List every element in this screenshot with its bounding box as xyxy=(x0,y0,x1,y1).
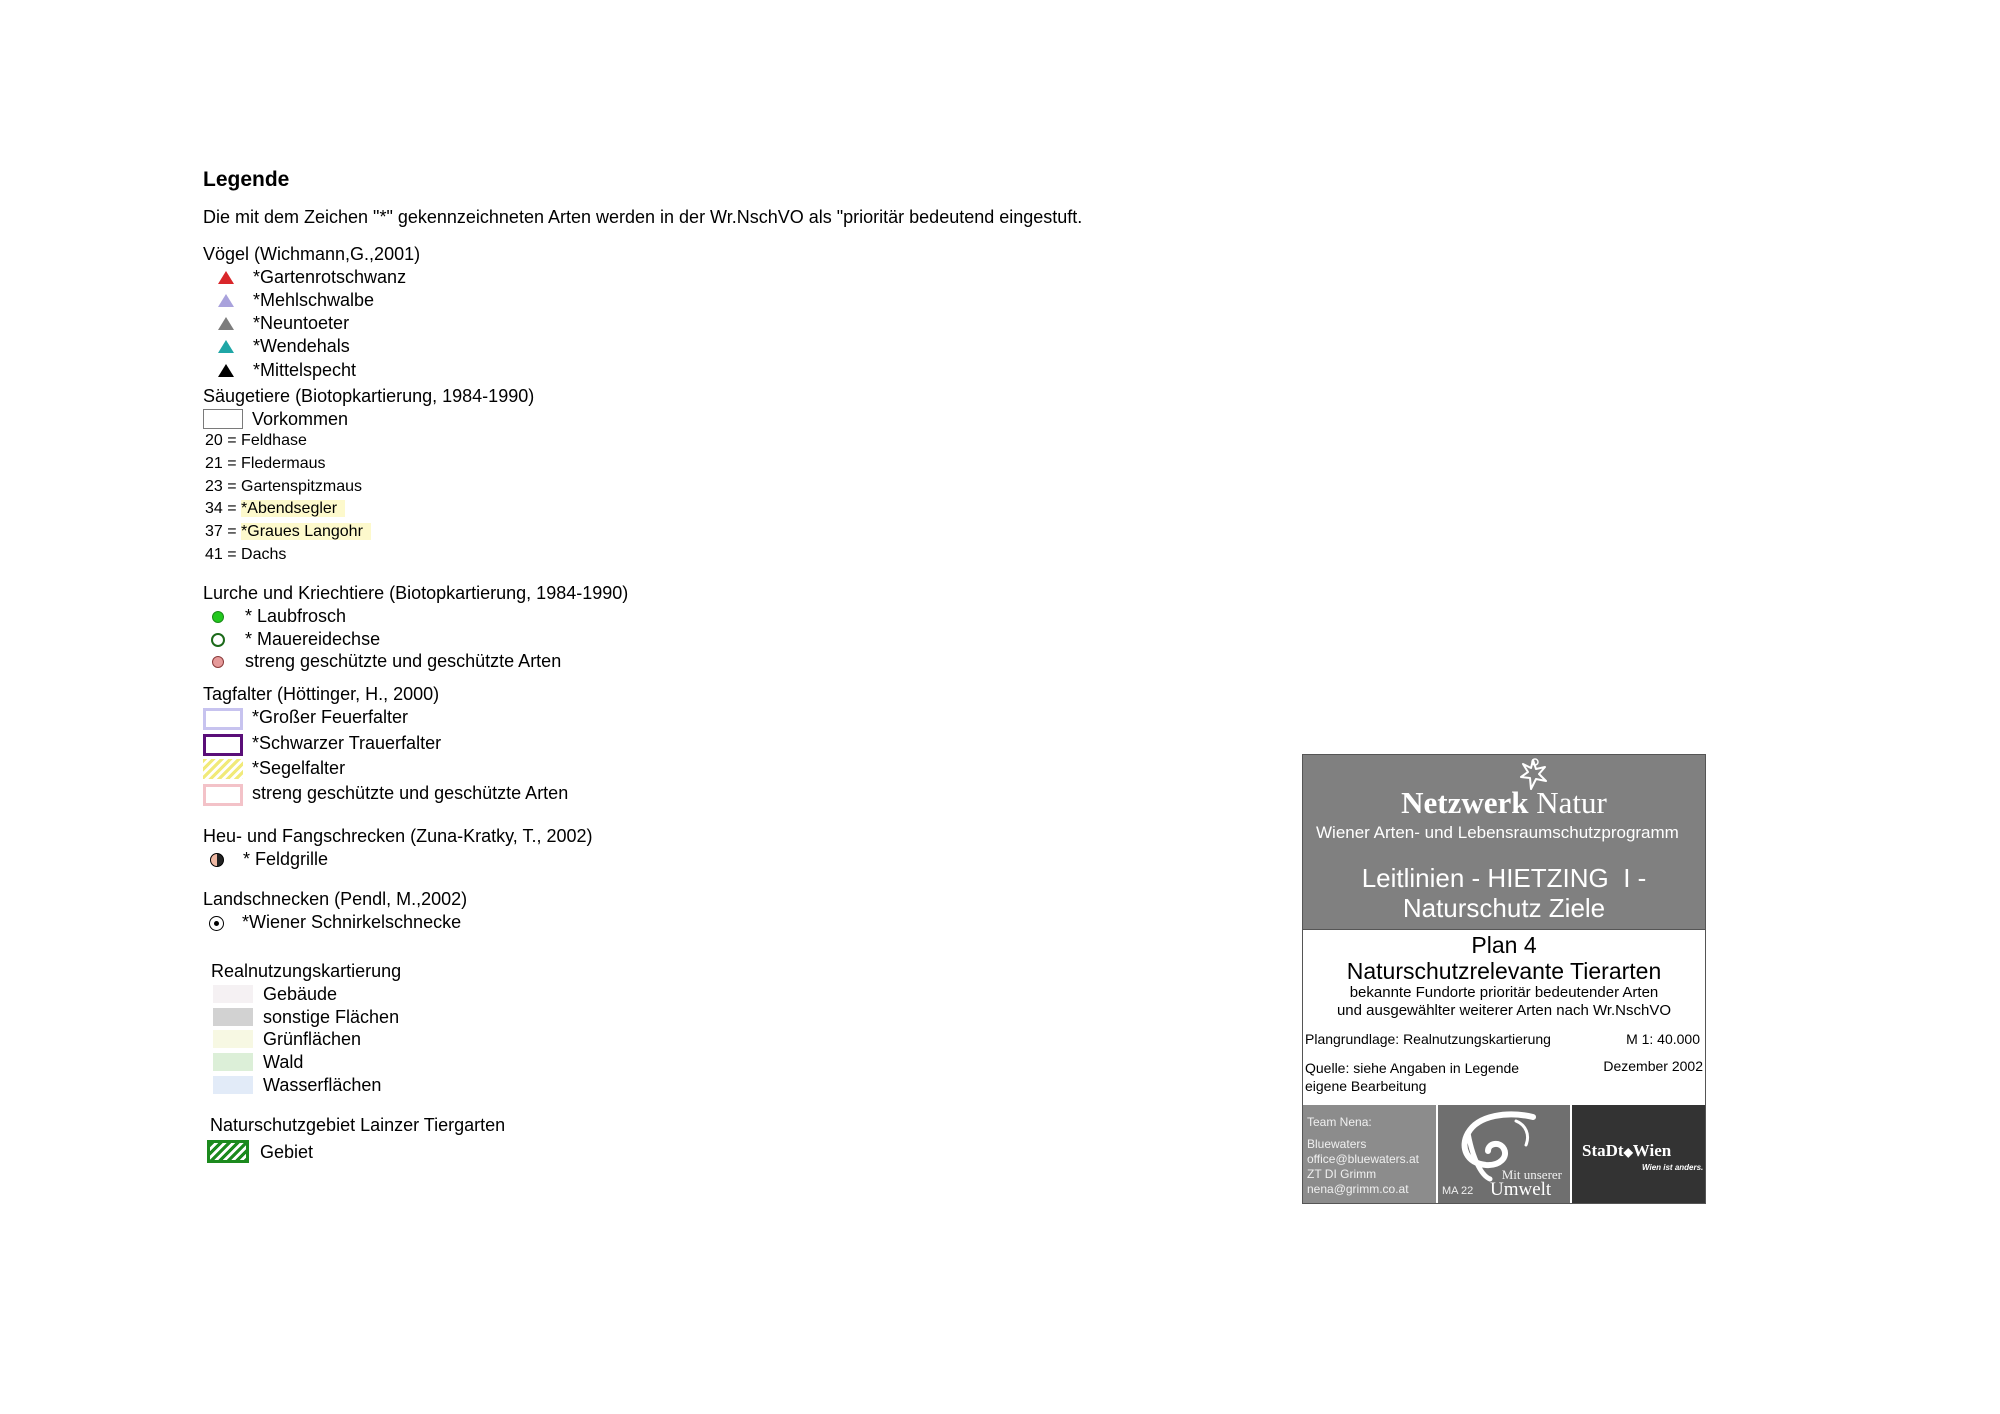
realnutzung-label: Grünflächen xyxy=(263,1029,362,1049)
code: 34 = xyxy=(205,500,237,517)
title-block xyxy=(1302,754,1706,1204)
outline-rect-icon xyxy=(203,784,243,806)
hatched-rect-icon xyxy=(203,759,243,779)
shield-icon: ◆ xyxy=(1623,1145,1633,1159)
occurrence-swatch xyxy=(203,409,243,429)
lurche-title: Lurche und Kriechtiere (Biotopkartierung, 1984-1990) xyxy=(203,583,629,603)
guideline-line2: Naturschutz Ziele xyxy=(1402,893,1606,923)
landschnecken-label: *Wiener Schnirkelschnecke xyxy=(242,912,462,932)
team-email: nena@grimm.co.at xyxy=(1307,1182,1409,1196)
circle-icon xyxy=(212,611,224,623)
code: 41 = xyxy=(205,546,237,563)
legend xyxy=(203,0,1303,1200)
triangle-icon xyxy=(218,294,234,307)
plan-date: Dezember 2002 xyxy=(1603,1058,1703,1074)
half-circle-icon xyxy=(210,853,224,867)
voegel-label: *Mehlschwalbe xyxy=(253,290,375,310)
land-use-swatch xyxy=(213,1008,253,1026)
plan-subtitle-1: bekannte Fundorte prioritär bedeutender Arten xyxy=(1349,984,1659,1001)
naturschutzgebiet-title: Naturschutzgebiet Lainzer Tiergarten xyxy=(210,1115,506,1135)
ma22-prefix: MA 22 xyxy=(1442,1185,1474,1197)
realnutzung-label: Wasserflächen xyxy=(263,1075,382,1095)
brand-light: Natur xyxy=(1536,785,1607,820)
team-info xyxy=(1303,1105,1436,1203)
triangle-icon xyxy=(218,340,234,353)
occurrence-label: Vorkommen xyxy=(252,409,349,429)
code: 20 = xyxy=(205,432,237,449)
wien-slogan: Wien ist anders. xyxy=(1642,1163,1704,1172)
realnutzung-label: Gebäude xyxy=(263,984,338,1004)
wien-text: Wien xyxy=(1632,1141,1672,1160)
species-name: Dachs xyxy=(241,546,287,563)
naturschutzgebiet-label: Gebiet xyxy=(260,1142,314,1162)
guideline-line1: Leitlinien - HIETZING I - xyxy=(1361,863,1647,893)
heuschrecken-title: Heu- und Fangschrecken (Zuna-Kratky, T., 2002) xyxy=(203,826,593,846)
species-name: *Abendsegler xyxy=(241,500,345,517)
plan-basis: Plangrundlage: Realnutzungskartierung xyxy=(1305,1031,1551,1047)
ma22-slogan: Mit unserer xyxy=(1501,1167,1562,1182)
stadt-text: StaDt xyxy=(1582,1141,1624,1160)
ma22-word: Umwelt xyxy=(1490,1179,1552,1200)
brand-bold: Netzwerk xyxy=(1401,785,1529,820)
heuschrecken-label: * Feldgrille xyxy=(243,849,329,869)
plan-source: Quelle: siehe Angaben in Legende xyxy=(1305,1060,1520,1076)
plan-scale: M 1: 40.000 xyxy=(1626,1031,1700,1047)
triangle-icon xyxy=(218,317,234,330)
realnutzung-label: sonstige Flächen xyxy=(263,1007,400,1027)
tagfalter-label: *Schwarzer Trauerfalter xyxy=(252,733,442,753)
triangle-icon xyxy=(218,364,234,377)
saeugetiere-title: Säugetiere (Biotopkartierung, 1984-1990) xyxy=(203,386,535,406)
ring-icon xyxy=(211,633,225,647)
species-name: Feldhase xyxy=(241,432,307,449)
code: 23 = xyxy=(205,478,237,495)
voegel-label: *Gartenrotschwanz xyxy=(253,267,407,287)
snail-icon xyxy=(209,916,224,931)
code: 21 = xyxy=(205,455,237,472)
code: 37 = xyxy=(205,523,237,540)
land-use-swatch xyxy=(213,1076,253,1094)
circle-icon xyxy=(212,656,224,668)
lurche-label: * Mauereidechse xyxy=(245,629,381,649)
voegel-label: *Mittelspecht xyxy=(253,360,357,380)
lurche-label: streng geschützte und geschützte Arten xyxy=(245,651,562,671)
voegel-label: *Neuntoeter xyxy=(253,313,350,333)
realnutzung-title: Realnutzungskartierung xyxy=(211,961,402,981)
outline-rect-icon xyxy=(203,708,243,730)
legend-intro: Die mit dem Zeichen "*" gekennzeichneten Arten werden in der Wr.NschVO als "prioritär bedeutend eingestuft. xyxy=(203,207,1083,227)
landschnecken-title: Landschnecken (Pendl, M.,2002) xyxy=(203,889,468,909)
species-name: Fledermaus xyxy=(241,455,326,472)
tagfalter-label: *Großer Feuerfalter xyxy=(252,707,409,727)
stadt-wien-logo xyxy=(1572,1105,1705,1203)
legend-heading: Legende xyxy=(203,168,290,191)
team-member: Bluewaters xyxy=(1307,1137,1367,1151)
triangle-icon xyxy=(218,271,234,284)
plan-info xyxy=(1303,929,1705,1105)
voegel-label: *Wendehals xyxy=(253,336,350,356)
plan-own-work: eigene Bearbeitung xyxy=(1305,1078,1427,1094)
land-use-swatch xyxy=(213,1030,253,1048)
team-label: Team Nena: xyxy=(1307,1115,1372,1129)
program-name: Wiener Arten- und Lebensraumschutzprogramm xyxy=(1316,823,1679,842)
species-name: *Graues Langohr xyxy=(241,523,371,540)
tagfalter-label: streng geschützte und geschützte Arten xyxy=(252,783,569,803)
title-block-header xyxy=(1303,755,1705,929)
tagfalter-label: *Segelfalter xyxy=(252,758,346,778)
hatched-area-icon xyxy=(207,1140,249,1163)
voegel-title: Vögel (Wichmann,G.,2001) xyxy=(203,244,421,264)
species-name: Gartenspitzmaus xyxy=(241,478,362,495)
outline-rect-icon xyxy=(203,734,243,756)
stadt-wien-wordmark xyxy=(1582,1141,1671,1161)
ma22-logo xyxy=(1438,1105,1570,1203)
logo-strip xyxy=(1303,1105,1705,1203)
land-use-swatch xyxy=(213,985,253,1003)
plan-number: Plan 4 xyxy=(1471,932,1537,958)
plan-title: Naturschutzrelevante Tierarten xyxy=(1346,958,1662,984)
lurche-label: * Laubfrosch xyxy=(245,606,347,626)
land-use-swatch xyxy=(213,1053,253,1071)
realnutzung-label: Wald xyxy=(263,1052,304,1072)
team-member: ZT DI Grimm xyxy=(1307,1167,1377,1181)
plan-subtitle-2: und ausgewählter weiterer Arten nach Wr.NschVO xyxy=(1336,1002,1672,1019)
brand-title xyxy=(1303,785,1705,821)
tagfalter-title: Tagfalter (Höttinger, H., 2000) xyxy=(203,684,440,704)
team-email: office@bluewaters.at xyxy=(1307,1152,1420,1166)
